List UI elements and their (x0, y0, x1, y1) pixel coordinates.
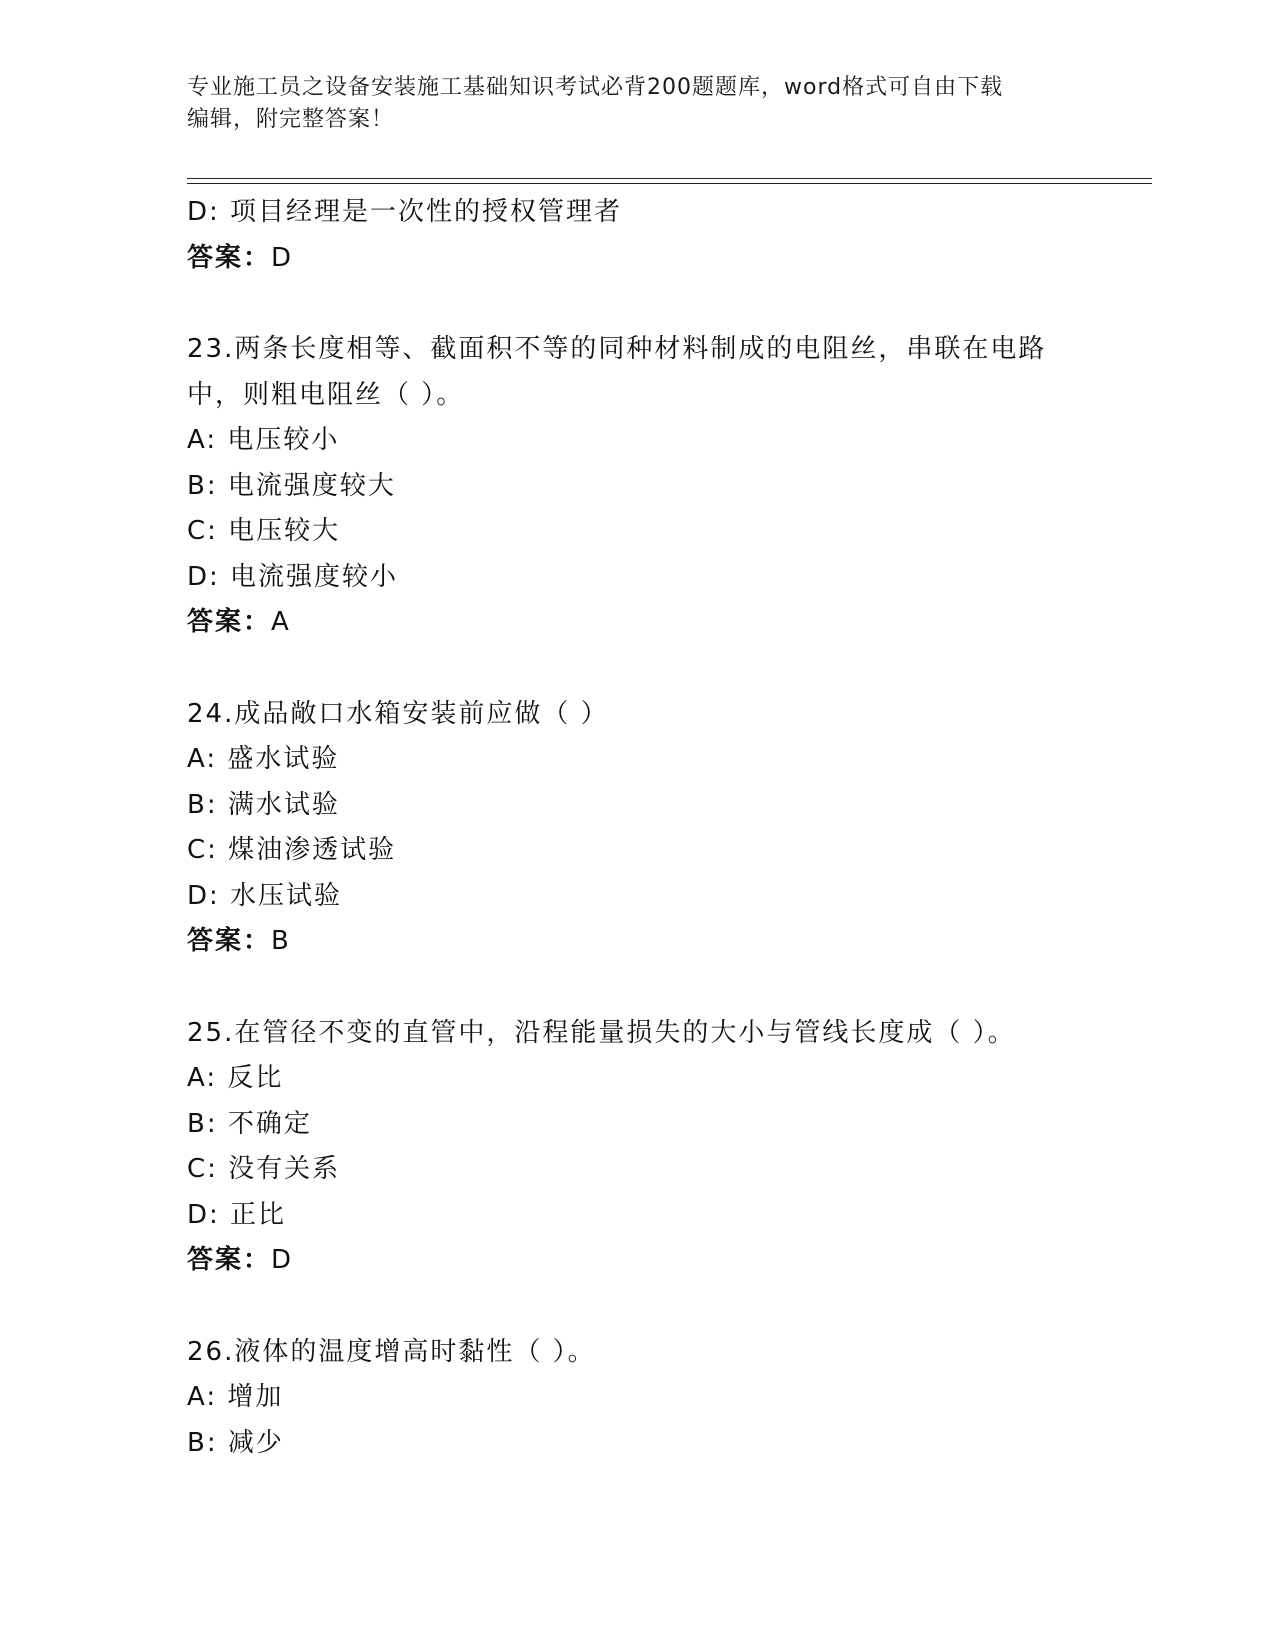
spacer (187, 281, 1147, 327)
answer-line (187, 919, 1147, 965)
spacer (187, 646, 1147, 692)
answer-label: 答案： (187, 242, 272, 273)
answer-value: A (271, 607, 291, 637)
option-c: C: 电压较大 (187, 516, 341, 546)
header-divider-bottom (187, 183, 1152, 184)
option-b: B: 满水试验 (187, 789, 340, 820)
document-header (187, 72, 1067, 136)
answer-line (187, 1238, 1147, 1284)
option-d: D: 正比 (187, 1199, 287, 1230)
spacer (187, 1284, 1147, 1330)
answer-line (187, 600, 1147, 646)
question-stem-continued: 中，则粗电阻丝（ ）。 (187, 379, 465, 410)
answer-value: D (271, 1245, 294, 1275)
question-stem: 25.在管径不变的直管中，沿程能量损失的大小与管线长度成（ ）。 (187, 1017, 1016, 1048)
option-a: A: 盛水试验 (187, 744, 340, 774)
option-b: B: 电流强度较大 (187, 470, 396, 501)
option-b: B: 不确定 (187, 1108, 312, 1139)
answer-label: 答案： (187, 926, 272, 956)
answer-label: 答案： (187, 1245, 272, 1275)
header-title-line-2: 编辑，附完整答案！ (187, 107, 395, 132)
question-23 (187, 327, 1147, 646)
option-c: C: 煤油渗透试验 (187, 835, 397, 865)
option-a: A: 反比 (187, 1063, 284, 1093)
option-a: A: 电压较小 (187, 425, 340, 455)
question-25 (187, 1011, 1147, 1284)
question-stem: 23.两条长度相等、截面积不等的同种材料制成的电阻丝，串联在电路 (187, 334, 1047, 364)
answer-label: 答案： (187, 607, 272, 637)
answer-value: D (271, 242, 294, 273)
question-26 (187, 1330, 1147, 1467)
question-stem: 24.成品敞口水箱安装前应做（ ） (187, 698, 609, 729)
answer-line (187, 236, 1147, 282)
answer-value: B (271, 926, 291, 956)
option-b: B: 减少 (187, 1427, 284, 1458)
option-d: D: 水压试验 (187, 880, 343, 911)
header-title-line-1: 专业施工员之设备安装施工基础知识考试必背200题题库，word格式可自由下载 (187, 75, 1004, 100)
option-a: A: 增加 (187, 1382, 284, 1412)
header-divider-top (187, 178, 1152, 179)
option-d: D: 项目经理是一次性的授权管理者 (187, 197, 623, 227)
question-24 (187, 692, 1147, 965)
question-stem: 26.液体的温度增高时黏性（ ）。 (187, 1336, 596, 1367)
option-c: C: 没有关系 (187, 1154, 341, 1184)
question-list (187, 190, 1147, 1466)
option-d: D: 电流强度较小 (187, 561, 399, 592)
spacer (187, 965, 1147, 1011)
